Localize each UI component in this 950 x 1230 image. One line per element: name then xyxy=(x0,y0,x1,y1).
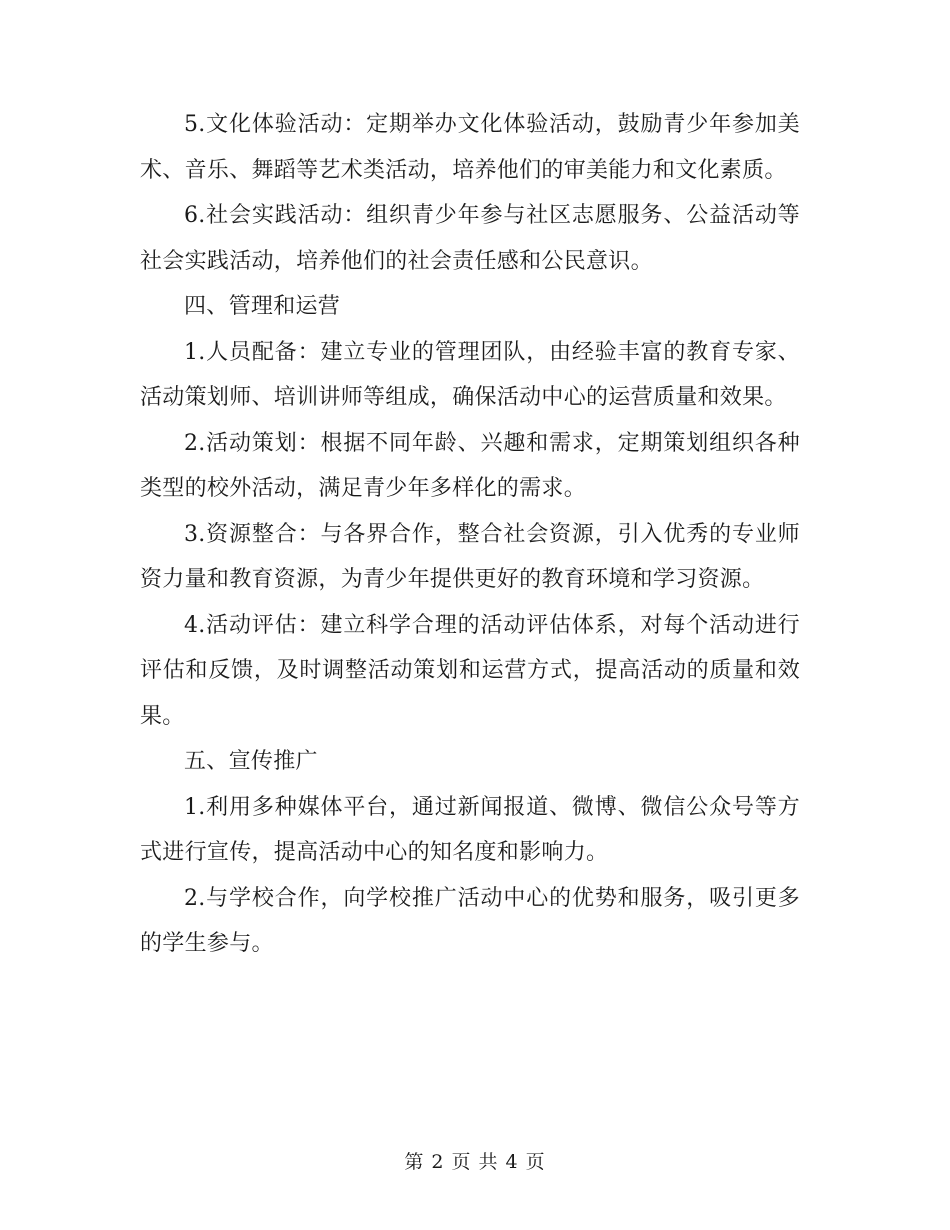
paragraph-social-practice: 6.社会实践活动：组织青少年参与社区志愿服务、公益活动等社会实践活动，培养他们的社会责任感和公民意识。 xyxy=(140,203,800,274)
paragraph-activity-planning: 2.活动策划：根据不同年龄、兴趣和需求，定期策划组织各种类型的校外活动，满足青少年多样化的需求。 xyxy=(140,430,800,501)
paragraph-media-promotion: 1.利用多种媒体平台，通过新闻报道、微博、微信公众号等方式进行宣传，提高活动中心的知名度和影响力。 xyxy=(140,794,800,865)
section-heading-management: 四、管理和运营 xyxy=(184,294,341,319)
paragraph-activity-evaluation: 4.活动评估：建立科学合理的活动评估体系，对每个活动进行评估和反馈，及时调整活动策划和运营方式，提高活动的质量和效果。 xyxy=(140,612,800,729)
page-number-footer: 第 2 页 共 4 页 xyxy=(404,1151,546,1173)
paragraph-resource-integration: 3.资源整合：与各界合作，整合社会资源，引入优秀的专业师资力量和教育资源，为青少年提供更好的教育环境和学习资源。 xyxy=(140,521,800,592)
paragraph-staffing: 1.人员配备：建立专业的管理团队，由经验丰富的教育专家、活动策划师、培训讲师等组成，确保活动中心的运营质量和效果。 xyxy=(140,339,800,410)
section-heading-promotion: 五、宣传推广 xyxy=(184,749,318,774)
paragraph-culture-activity: 5.文化体验活动：定期举办文化体验活动，鼓励青少年参加美术、音乐、舞蹈等艺术类活动，培养他们的审美能力和文化素质。 xyxy=(140,112,800,183)
document-body xyxy=(140,102,800,967)
paragraph-school-cooperation: 2.与学校合作，向学校推广活动中心的优势和服务，吸引更多的学生参与。 xyxy=(140,885,800,956)
